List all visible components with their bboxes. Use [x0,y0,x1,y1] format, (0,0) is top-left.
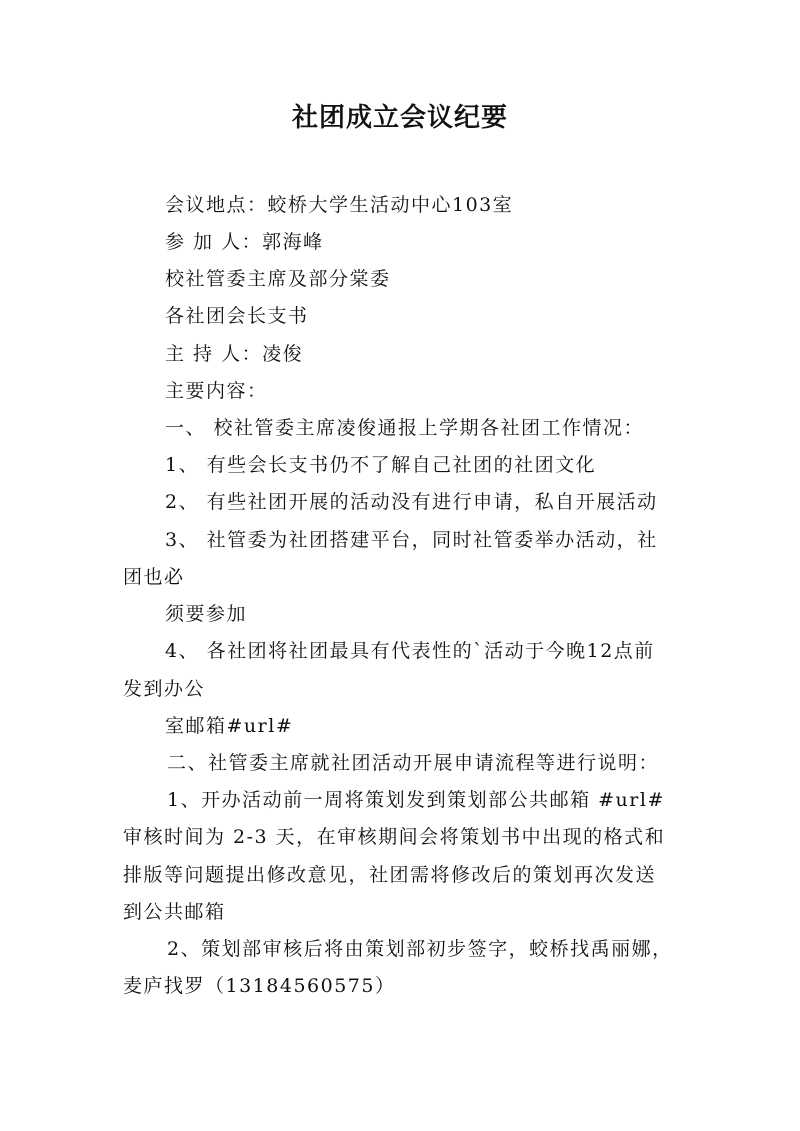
item-3-continuation-2: 须要参加 [165,603,248,625]
step-2-line: 2、策划部审核后将由策划部初步签字，蛟桥找禹丽娜， [167,938,673,960]
step-2-continuation: 麦庐找罗（13184560575） [123,975,396,997]
document-title: 社团成立会议纪要 [291,103,508,133]
attendees-line-3: 各社团会长支书 [165,305,309,327]
item-3-continuation: 团也必 [123,566,185,588]
section-one-heading: 一、 校社管委主席凌俊通报上学期各社团工作情况： [165,417,645,439]
item-4-line: 4、 各社团将社团最具有代表性的`活动于今晚12点前 [165,640,655,662]
attendees-line: 参 加 人：郭海峰 [165,231,324,253]
step-1-continuation: 审核时间为 2-3 天，在审核期间会将策划书中出现的格式和 [123,826,666,848]
item-3-line: 3、 社管委为社团搭建平台，同时社管委举办活动，社 [165,529,658,551]
attendees-line-2: 校社管委主席及部分棠委 [165,268,391,290]
main-content-heading: 主要内容： [165,380,268,402]
step-1-continuation-2: 排版等问题提出修改意见，社团需将修改后的策划再次发送 [123,864,657,886]
item-1-line: 1、 有些会长支书仍不了解自己社团的社团文化 [165,454,597,476]
meeting-location-line: 会议地点：蛟桥大学生活动中心103室 [165,194,514,216]
section-two-heading: 二、社管委主席就社团活动开展申请流程等进行说明： [167,752,660,774]
step-1-line: 1、开办活动前一周将策划发到策划部公共邮箱 #url# [167,789,665,811]
item-4-continuation-2: 室邮箱#url# [165,715,294,737]
item-4-continuation: 发到办公 [123,678,206,700]
host-line: 主 持 人：凌俊 [165,343,304,365]
step-1-continuation-3: 到公共邮箱 [123,901,226,923]
item-2-line: 2、 有些社团开展的活动没有进行申请，私自开展活动 [165,491,658,513]
